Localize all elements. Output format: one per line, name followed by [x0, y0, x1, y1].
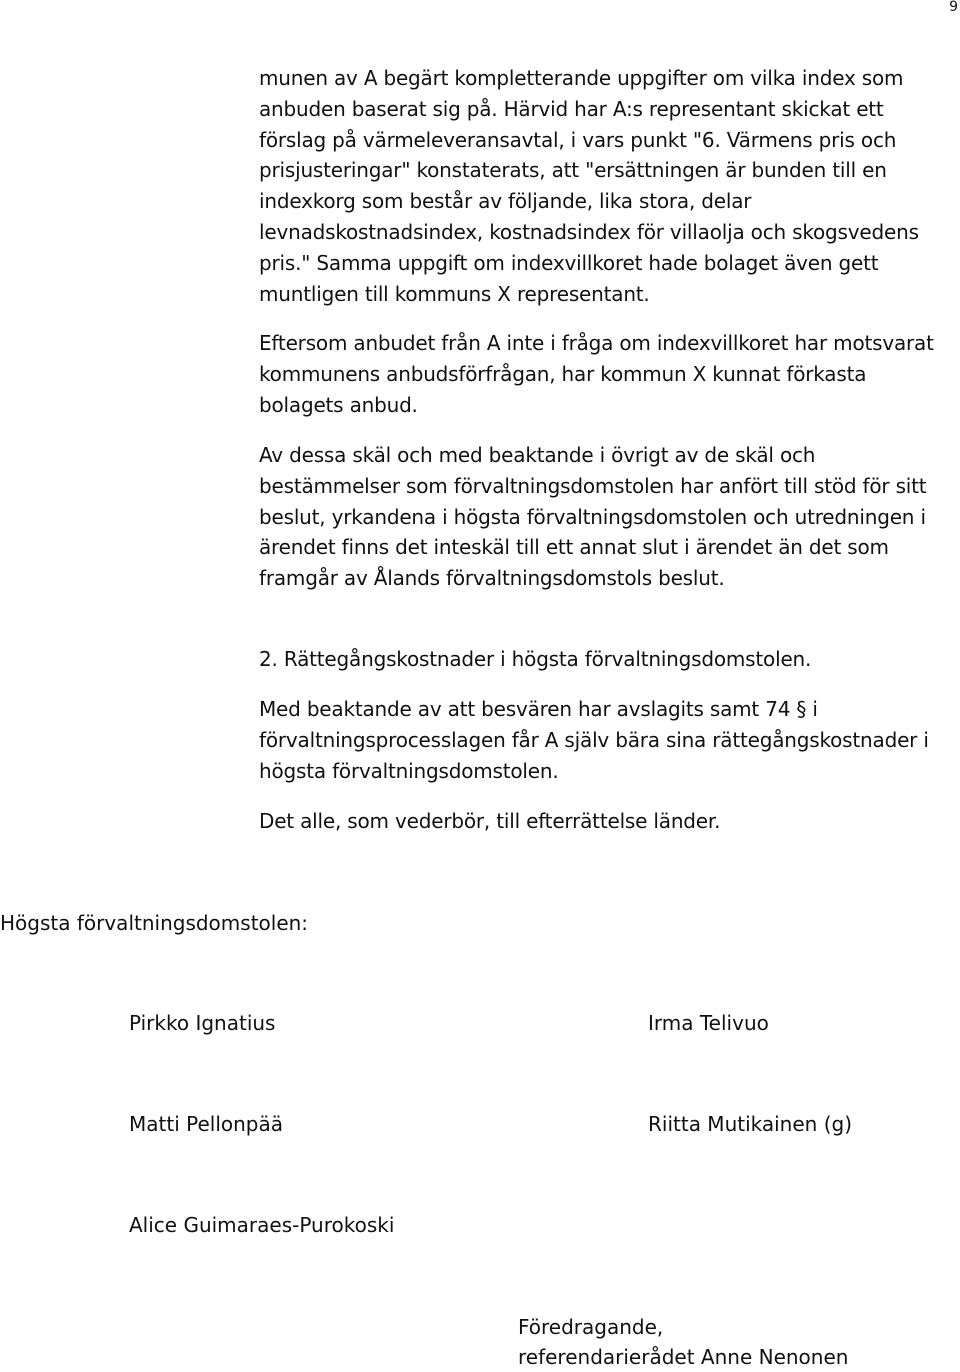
- paragraph-index-clause: munen av A begärt kompletterande uppgifter om vilka index som anbuden baserat sig på. Härvid har A:s representant skickat ett förslag på värmeleveransavtal, i vars punkt "6. Värmens pris och prisjusteringar" konstaterats, att "ersättningen är bunden till en indexkorg som består av följande, lika stora, delar levnadskostnadsindex, kostnadsindex för villaolja och skogsvedens pris." Samma uppgift om indexvillkoret hade bolaget även gett muntligen till kommuns X representant.: [259, 66, 919, 306]
- signatory-name: Alice Guimaraes-Purokoski: [129, 1213, 395, 1237]
- paragraph-legal-costs: Med beaktande av att besvären har avslagits samt 74 § i förvaltningsprocesslagen får A själv bära sina rättegångskostnader i högsta förvaltningsdomstolen.: [259, 697, 929, 783]
- section-heading-legal-costs: 2. Rättegångskostnader i högsta förvaltningsdomstolen.: [259, 647, 812, 671]
- signatory-name: Pirkko Ignatius: [129, 1011, 276, 1035]
- paragraph-offer-rejection: Eftersom anbudet från A inte i fråga om indexvillkoret har motsvarat kommunens anbudsförfrågan, har kommun X kunnat förkasta bolagets anbud.: [259, 331, 934, 417]
- signatory-name: Riitta Mutikainen (g): [648, 1112, 852, 1136]
- paragraph-decision-reasons: Av dessa skäl och med beaktande i övrigt av de skäl och bestämmelser som förvaltningsdomstolen har anfört till stöd för sitt beslut, yrkandena i högsta förvaltningsdomstolen och utredningen i ärendet finns det inteskäl till ett annat slut i ärendet än det som framgår av Ålands förvaltningsdomstols beslut.: [259, 443, 927, 591]
- rapporteur-block: [518, 1312, 848, 1372]
- signatory-name: Matti Pellonpää: [129, 1112, 283, 1136]
- rapporteur-title: Föredragande,: [518, 1315, 664, 1339]
- signatory-name: Irma Telivuo: [648, 1011, 769, 1035]
- closing-formula: Det alle, som vederbör, till efterrättelse länder.: [259, 809, 721, 833]
- rapporteur-name: referendarierådet Anne Nenonen: [518, 1345, 849, 1369]
- court-label: Högsta förvaltningsdomstolen:: [0, 911, 309, 935]
- page-number: 9: [949, 0, 958, 15]
